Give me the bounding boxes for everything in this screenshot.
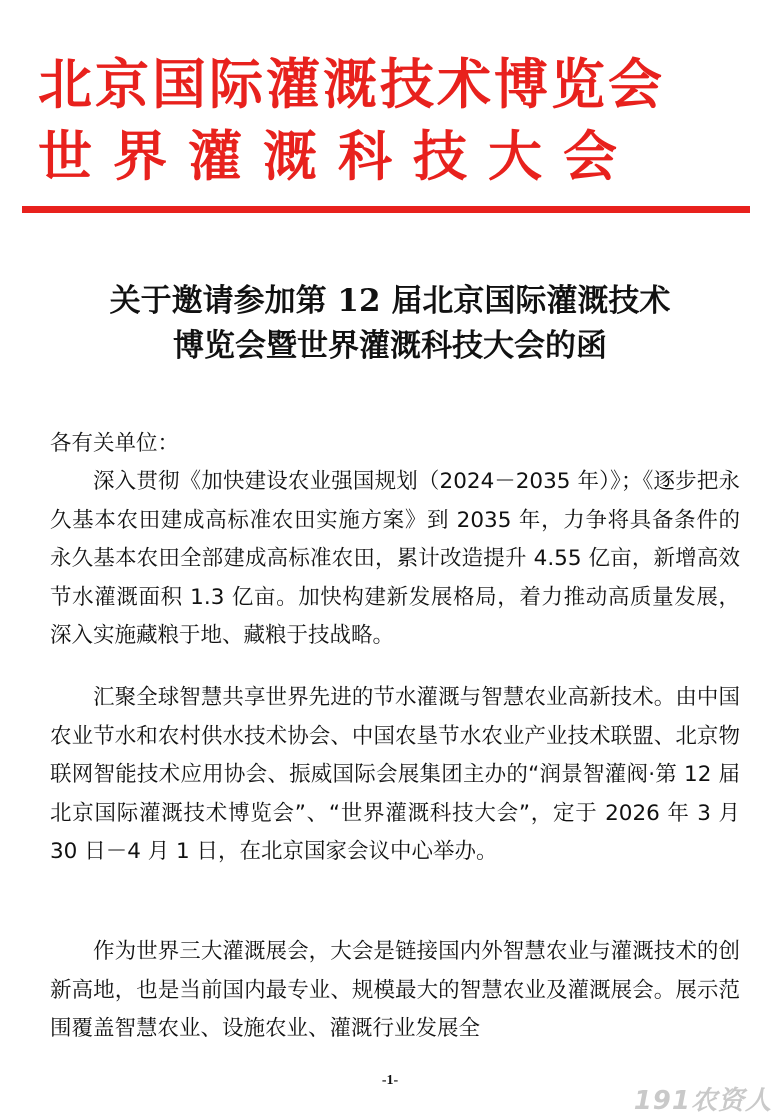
watermark: 191农资人 [633, 1086, 772, 1116]
paragraph-text: 深入贯彻《加快建设农业强国规划（2024－2035 年）》；《逐步把永久基本农田建成高标准农田实施方案》到 2035 年，力争将具备条件的永久基本农田全部建成高标准农田，累计改造提升 4.55 亿亩，新增高效节水灌溉面积 1.3 亿亩。加快构建新发展格局，着力推动高质量发展，深入实施藏粮于地、藏粮于技战略。 [50, 469, 740, 648]
letterhead-line-2: 世界灌溉科技大会 [38, 124, 638, 188]
document-title-line-1: 关于邀请参加第 12 届北京国际灌溉技术 [109, 283, 671, 319]
paragraph-text: 汇聚全球智慧共享世界先进的节水灌溉与智慧农业高新技术。由中国农业节水和农村供水技术协会、中国农垦节水农业产业技术联盟、北京物联网智能技术应用协会、振威国际会展集团主办的“润景智灌阀·第 12 届北京国际灌溉技术博览会”、“世界灌溉科技大会”，定于 2026 年 3 月 30 日－4 月 1 日，在北京国家会议中心举办。 [50, 685, 740, 864]
page-number: -1- [381, 1073, 399, 1088]
letterhead-divider [22, 206, 750, 213]
body-paragraph-3 [50, 933, 740, 1049]
paragraph-text: 作为世界三大灌溉展会，大会是链接国内外智慧农业与灌溉技术的创新高地，也是当前国内最专业、规模最大的智慧农业及灌溉展会。展示范围覆盖智慧农业、设施农业、灌溉行业发展全 [50, 939, 740, 1041]
salutation: 各有关单位： [50, 431, 180, 456]
document-title-line-2: 博览会暨世界灌溉科技大会的函 [173, 328, 607, 364]
body-paragraph-1 [50, 463, 740, 656]
letterhead-line-1: 北京国际灌溉技术博览会 [38, 52, 665, 116]
body-paragraph-2 [50, 679, 740, 872]
